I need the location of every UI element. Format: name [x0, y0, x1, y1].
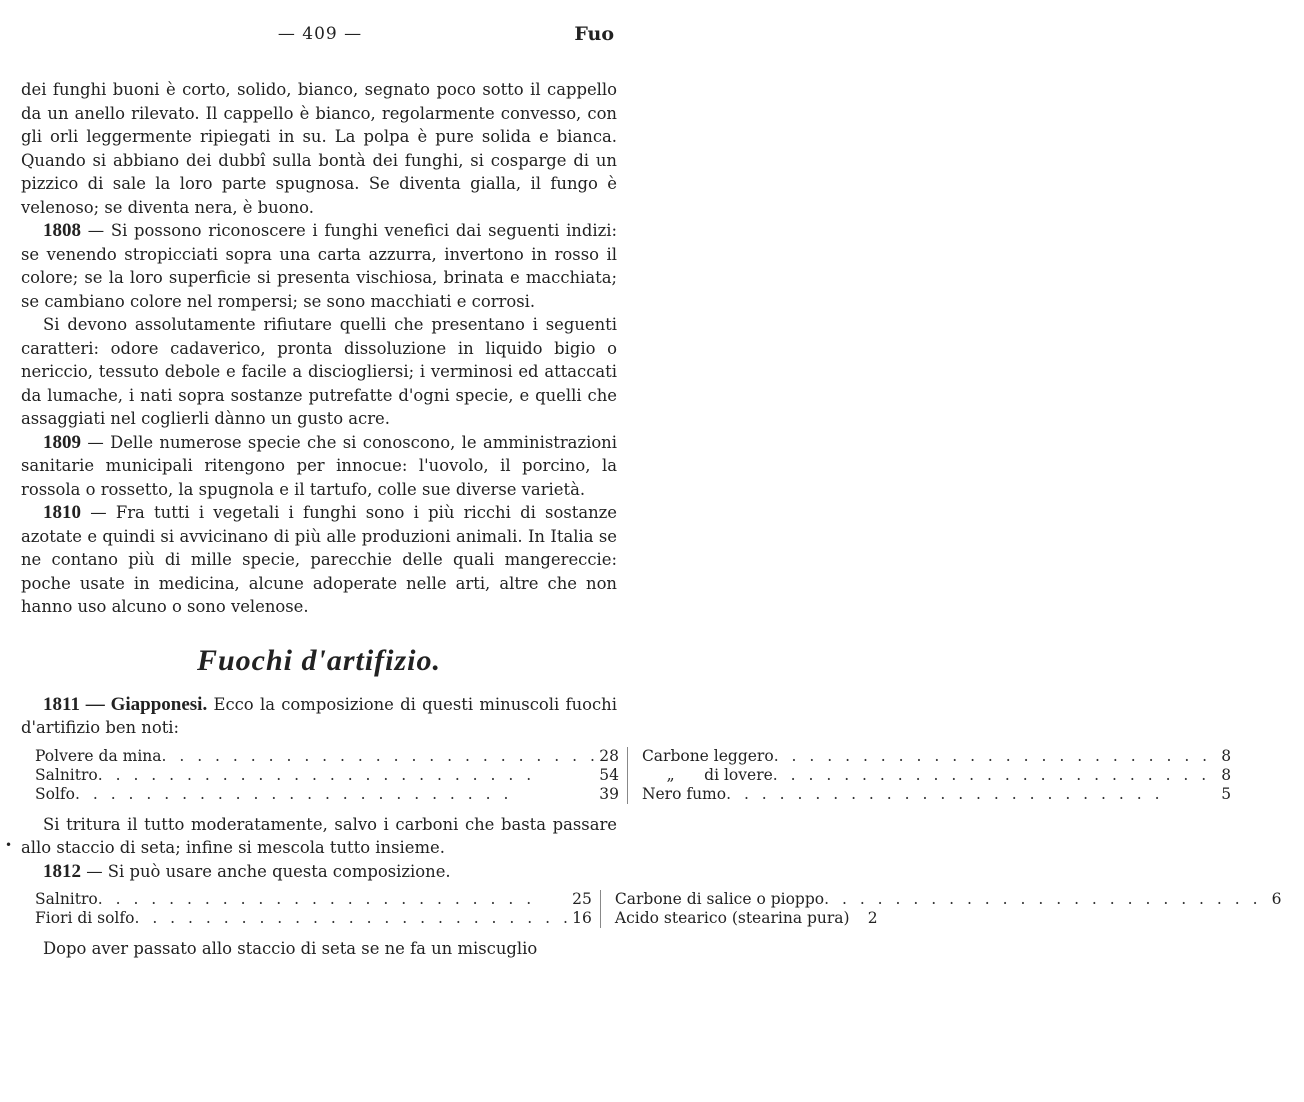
paragraph-1812 — [21, 860, 617, 884]
recipe-column-right — [600, 890, 1304, 928]
recipe-table-1812 — [21, 890, 1282, 928]
entry-text: — Fra tutti i vegetali i funghi sono i più ricchi di sostanze azotate e quindi si avvicinano di più alle produzioni animali. In Italia se ne contano più di mille specie, parecchie delle quali mangereccie: poche usate in medicina, alcune adoperate nelle arti, altre che non hanno uso alcuno o sono velenose. — [21, 503, 617, 616]
recipe-row: Nero fumo . . . 5 — [642, 785, 1231, 804]
paragraph-1810 — [21, 501, 617, 619]
paragraph-1811-instructions: Si tritura il tutto moderatamente, salvo i carboni che basta passare allo staccio di seta; infine si mescola tutto insieme. — [21, 814, 617, 857]
paragraph-1811 — [21, 693, 617, 740]
margin-mark: • — [5, 838, 13, 852]
recipe-row: Solfo . . . 39 — [35, 785, 619, 804]
recipe-row: Acido stearico (stearina pura) 2 — [614, 909, 878, 927]
entry-text: — Delle numerose specie che si conoscono, le amministrazioni sanitarie municipali ritengono per innocue: l'uovolo, il porcino, la rossola o rossetto, la spugnola e il tartufo, colle sue diverse varietà. — [21, 432, 617, 499]
recipe-row: Carbone di salice o pioppo . . . 6 — [615, 890, 1282, 909]
recipe-column-left — [21, 747, 627, 804]
page-header — [0, 24, 700, 54]
recipe-column-left — [21, 890, 600, 928]
recipe-table-1811 — [21, 746, 1232, 804]
entry-number: 1809 — [43, 431, 81, 453]
paragraph-1808 — [21, 219, 617, 313]
paragraph-continuation: dei funghi buoni è corto, solido, bianco, segnato poco sotto il cappello da un anello rilevato. Il cappello è bianco, regolarmente convesso, con gli orli leggermente ripiegati in su. La polpa è pure solida e bianca. Quando si abbiano dei dubbî sulla bontà dei funghi, si cosparge di un pizzico di sale la loro parte spugnosa. Se diventa gialla, il fungo è velenoso; se diventa nera, è buono. — [21, 80, 617, 217]
paragraph-1808-continued: Si devono assolutamente rifiutare quelli che presentano i seguenti caratteri: odore cadaverico, pronta dissoluzione in liquido bigio o nericcio, tessuto debole e facile a disciogliersi; i verminosi ed attaccati da lumache, i nati sopra sostanze putrefatte d'ogni specie, e quelli che assaggiati nel coglierli dànno un gusto acre. — [21, 315, 617, 428]
paragraph-1812-instructions: Dopo aver passato allo staccio di seta se ne fa un miscuglio — [43, 939, 538, 958]
recipe-row: Salnitro . . . 25 — [35, 890, 592, 909]
section-title: Fuochi d'artifizio. — [196, 643, 442, 677]
entry-text: — Si possono riconoscere i funghi venefici dai seguenti indizi: se venendo stropicciati sopra una carta azzurra, invertono in rosso il colore; se la loro superficie si presenta vischiosa, brinata e macchiata; se cambiano colore nel rompersi; se sono macchiati e corrosi. — [21, 221, 617, 311]
entry-number: 1812 — [43, 860, 81, 882]
entry-number: 1808 — [43, 220, 81, 241]
recipe-row: „ di lovere . . . 8 — [642, 766, 1231, 785]
recipe-row: Carbone leggero . . . 8 — [642, 747, 1231, 766]
entry-number: 1810 — [43, 502, 81, 523]
entry-text: — Si può usare anche questa composizione. — [81, 861, 451, 881]
entry-text: Ecco la composizione di questi minuscoli fuochi d'artifizio ben noti: — [21, 694, 617, 737]
paragraph-1809 — [21, 431, 617, 502]
entry-number: 1811 — [43, 693, 80, 715]
entry-lead: — Giapponesi. — [79, 693, 208, 715]
recipe-column-right — [627, 747, 1267, 804]
recipe-row: Salnitro . . . 54 — [35, 766, 619, 785]
page-number: — 409 — — [277, 24, 363, 44]
running-head: Fuo — [574, 23, 614, 45]
recipe-row: Polvere da mina . . . 28 — [35, 747, 619, 766]
page-body — [21, 78, 1282, 961]
recipe-row: Fiori di solfo . . . 16 — [35, 909, 592, 928]
